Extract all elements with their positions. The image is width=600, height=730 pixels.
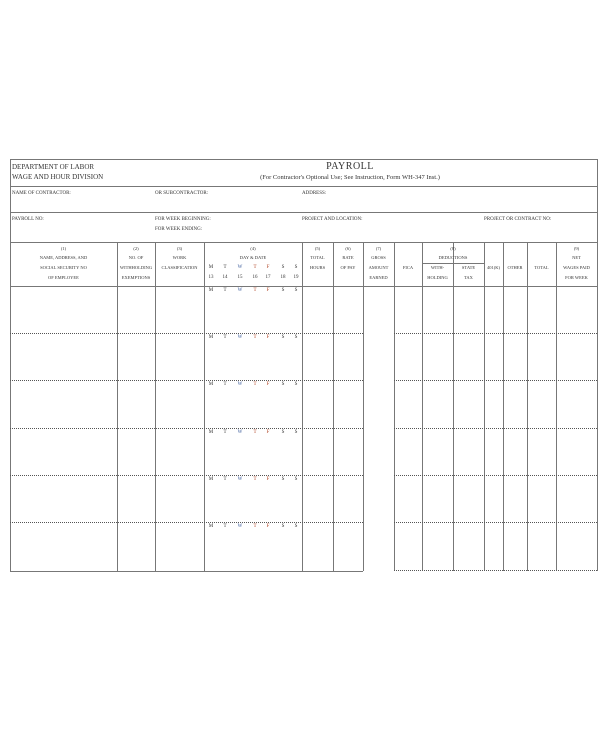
column-header-text: TOTAL	[534, 265, 549, 270]
date-label: 13	[208, 275, 214, 280]
day-label: S	[294, 430, 298, 435]
day-label: T	[253, 430, 257, 435]
column-header-text: 401(K)	[487, 265, 500, 270]
day-label: S	[294, 524, 298, 529]
day-label: T	[253, 335, 257, 340]
column-header-text: NO. OF	[128, 255, 144, 260]
form-border-left	[10, 159, 11, 571]
column-header-text: FICA	[402, 265, 414, 270]
column-header-text: (1)	[60, 246, 67, 251]
date-label: 18	[280, 275, 286, 280]
column-divider	[363, 242, 364, 571]
day-label: S	[281, 382, 285, 387]
divider	[10, 186, 597, 187]
day-label: M	[208, 335, 214, 340]
form-border-top	[10, 159, 597, 160]
fields-payroll_no: PAYROLL NO:	[12, 217, 44, 222]
day-label: M	[208, 430, 214, 435]
row-divider	[10, 380, 363, 381]
form-title: PAYROLL	[326, 161, 374, 172]
column-header-text: WORK	[172, 255, 187, 260]
date-label: 17	[265, 275, 271, 280]
deductions-underline	[422, 263, 484, 264]
day-label: M	[208, 288, 214, 293]
column-header-text: AMOUNT	[368, 265, 389, 270]
day-label: W	[237, 288, 243, 293]
column-header-text: HOLDING	[427, 275, 448, 280]
date-label: 15	[237, 275, 243, 280]
day-label: F	[266, 288, 270, 293]
column-header-text: SOCIAL SECURITY NO	[40, 265, 87, 270]
form-border-bottom	[10, 571, 363, 572]
column-header-text: (4)	[250, 246, 256, 251]
header-dept: DEPARTMENT OF LABOR	[12, 163, 95, 171]
column-header-text: DAY & DATE	[239, 255, 267, 260]
column-header-text: (6)	[345, 246, 351, 251]
day-label: W	[237, 477, 243, 482]
column-header-text: RATE	[342, 255, 354, 260]
row-divider	[394, 428, 597, 429]
fields-subcontractor: OR SUBCONTRACTOR:	[155, 191, 209, 196]
divider	[10, 212, 597, 213]
day-label: T	[253, 288, 257, 293]
day-label: F	[266, 524, 270, 529]
date-label: 16	[252, 275, 258, 280]
row-divider	[394, 333, 597, 334]
column-header-text: OTHER	[507, 265, 523, 270]
row-divider	[10, 333, 363, 334]
day-label: T	[223, 382, 227, 387]
day-label: W	[237, 265, 243, 270]
column-header-text: (7)	[375, 246, 382, 251]
row-divider	[394, 380, 597, 381]
column-header-text: NAME, ADDRESS, AND	[39, 255, 88, 260]
day-label: M	[208, 382, 214, 387]
day-label: W	[237, 382, 243, 387]
day-label: W	[237, 524, 243, 529]
row-divider	[10, 522, 363, 523]
day-label: F	[266, 430, 270, 435]
day-label: S	[281, 477, 285, 482]
column-header-text: (3)	[176, 246, 183, 251]
column-header-text: DEDUCTIONS	[438, 255, 468, 260]
column-header-text: WAGES PAID	[563, 265, 590, 270]
column-header-text: EARNED	[369, 275, 388, 280]
column-header-text: STATE	[461, 265, 476, 270]
fields-week_beginning: FOR WEEK BEGINNING:	[155, 217, 211, 222]
fields-week_ending: FOR WEEK ENDING:	[155, 227, 203, 232]
column-header-text: (2)	[133, 246, 139, 251]
day-label: T	[223, 335, 227, 340]
day-label: S	[294, 288, 298, 293]
column-header-text: HOURS	[309, 265, 326, 270]
day-label: F	[266, 265, 270, 270]
column-header-text: WITH-	[430, 265, 445, 270]
day-label: T	[253, 524, 257, 529]
day-label: W	[237, 430, 243, 435]
row-divider	[10, 475, 363, 476]
day-label: F	[266, 477, 270, 482]
fields-contractor: NAME OF CONTRACTOR:	[12, 191, 71, 196]
row-divider	[10, 428, 363, 429]
day-label: S	[281, 265, 285, 270]
form-subtitle: (For Contractor's Optional Use; See Instruction, Form WH-347 Inst.)	[260, 174, 440, 181]
row-divider	[394, 570, 597, 571]
day-label: M	[208, 477, 214, 482]
fields-contract_no: PROJECT OR CONTRACT NO:	[484, 217, 552, 222]
day-label: S	[294, 265, 298, 270]
column-header-text: TAX	[464, 275, 473, 280]
day-label: S	[294, 477, 298, 482]
form-border-right	[597, 159, 598, 571]
day-label: W	[237, 335, 243, 340]
day-label: T	[223, 524, 227, 529]
column-header-text: FOR WEEK	[565, 275, 588, 280]
divider	[10, 242, 597, 243]
row-divider	[394, 475, 597, 476]
column-header-text: OF PAY	[340, 265, 356, 270]
fields-address: ADDRESS:	[302, 191, 327, 196]
column-header-text: (8)	[450, 246, 456, 251]
day-label: T	[223, 477, 227, 482]
column-header-text: (9)	[573, 246, 580, 251]
day-label: S	[281, 288, 285, 293]
divider	[10, 286, 597, 287]
column-header-text: EXEMPTIONS	[121, 275, 151, 280]
day-label: M	[208, 524, 214, 529]
day-label: F	[266, 382, 270, 387]
header-division: WAGE AND HOUR DIVISION	[12, 173, 104, 181]
day-label: T	[223, 430, 227, 435]
day-label: T	[253, 477, 257, 482]
row-divider	[394, 522, 597, 523]
date-label: 14	[222, 275, 228, 280]
column-header-text: (5)	[314, 246, 321, 251]
column-header-text: OF EMPLOYEE	[48, 275, 79, 280]
column-header-text: GROSS	[371, 255, 386, 260]
date-label: 19	[293, 275, 299, 280]
day-label: T	[223, 265, 227, 270]
day-label: S	[281, 430, 285, 435]
column-header-text: NET	[572, 255, 581, 260]
day-label: S	[281, 335, 285, 340]
day-label: M	[208, 265, 214, 270]
day-label: S	[294, 382, 298, 387]
day-label: T	[253, 382, 257, 387]
day-label: T	[253, 265, 257, 270]
fields-project_location: PROJECT AND LOCATION:	[302, 217, 363, 222]
column-header-text: CLASSIFICATION	[161, 265, 198, 270]
day-label: F	[266, 335, 270, 340]
day-label: S	[281, 524, 285, 529]
column-header-text: TOTAL	[310, 255, 325, 260]
day-label: S	[294, 335, 298, 340]
column-header-text: WITHHOLDING	[119, 265, 153, 270]
day-label: T	[223, 288, 227, 293]
